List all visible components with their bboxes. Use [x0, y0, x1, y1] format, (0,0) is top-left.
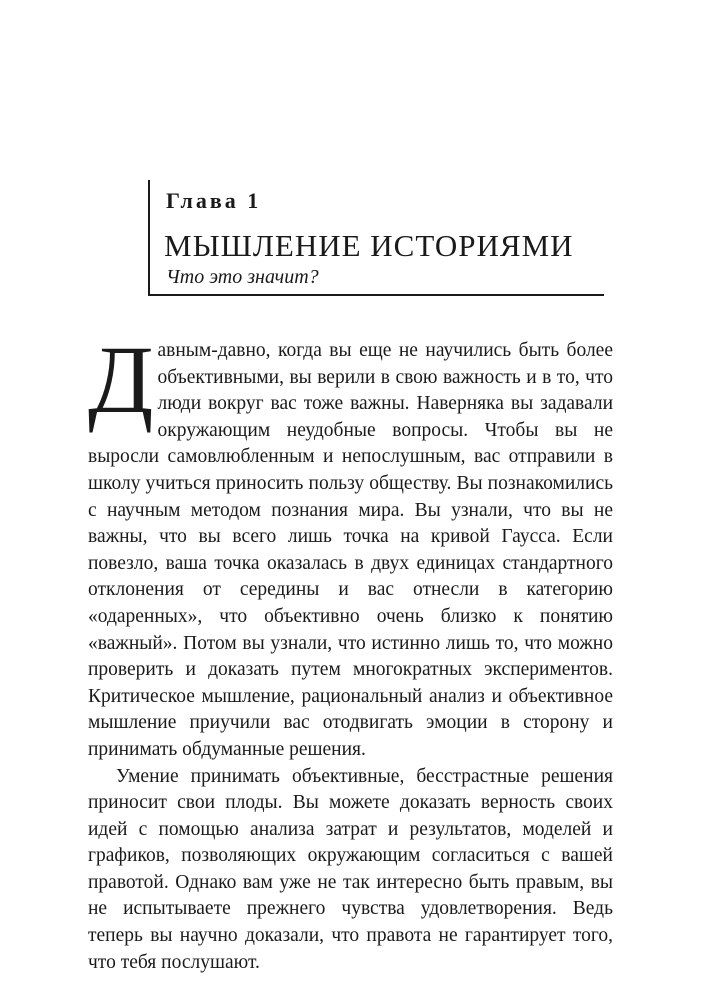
paragraph-1	[88, 326, 613, 764]
chapter-title: МЫШЛЕНИЕ ИСТОРИЯМИ	[164, 228, 574, 263]
paragraph-2: Умение принимать объективные, бесстрастные решения приносит свои плоды. Вы можете доказать верность своих идей с помощью анализа затрат и результатов, моделей и графиков, позволяющих окружающим согласиться с вашей правотой. Однако вам уже не так интересно быть правым, вы не испытываете прежнего чувства удовлетворения. Ведь теперь вы научно доказали, что правота не гарантирует того, что тебя послушают.	[88, 765, 613, 973]
chapter-subtitle: Что это значит?	[166, 266, 319, 288]
paragraph-1-text: авным-давно, когда вы еще не научились быть более объективными, вы верили в свою важность и в то, что люди вокруг вас тоже важны. Наверняка вы задавали окружающим неудобные вопросы. Чтобы вы не выросли самовлюбленным и непослушным, вас отправили в школу учиться приносить пользу обществу. Вы познакомились с научным методом познания мира. Вы узнали, что вы не важны, что вы всего лишь точка на кривой Гаусса. Если повезло, ваша точка оказалась в двух единицах стандартного отклонения от середины и вас отнесли в категорию «одаренных», что объективно очень близко к понятию «важный». Потом вы узнали, что истинно лишь то, что можно проверить и доказать путем многократных экспериментов. Критическое мышление, рациональный анализ и объективное мышление приучили вас отодвигать эмоции в сторону и принимать обдуманные решения.	[88, 340, 613, 760]
drop-cap: Д	[88, 326, 154, 433]
chapter-number: Глава 1	[166, 188, 262, 213]
body-text	[88, 326, 613, 976]
chapter-heading	[148, 180, 604, 296]
